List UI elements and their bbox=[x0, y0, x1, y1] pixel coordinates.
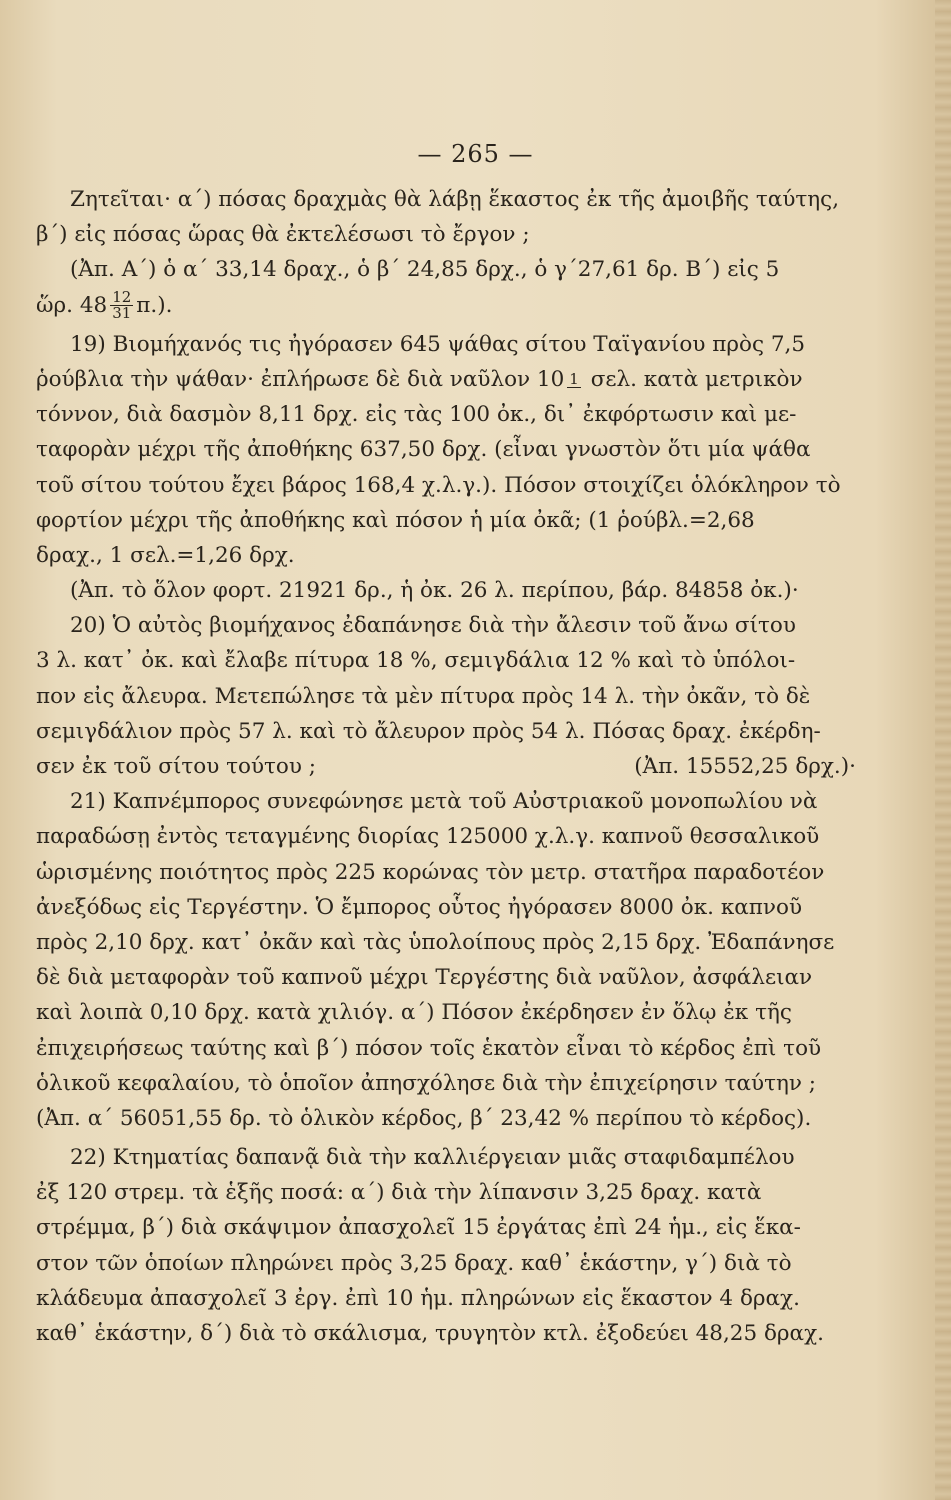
text-line: Ζητεῖται· α΄) πόσας δραχμὰς θὰ λάβῃ ἕκαστος ἐκ τῆς ἀμοιβῆς ταύτης, bbox=[70, 187, 840, 212]
text-line: σεμιγδάλιον πρὸς 57 λ. καὶ τὸ ἄλευρον πρὸς 54 λ. Πόσας δραχ. ἐκέρδη- bbox=[36, 718, 821, 744]
text-line: ἐπιχειρήσεως ταύτης καὶ β΄) πόσον τοῖς ἑκατὸν εἶναι τὸ κέρδος ἐπὶ τοῦ bbox=[36, 1035, 822, 1061]
answer-20-value: (Ἀπ. 15552,25 δρχ.)· bbox=[634, 754, 856, 779]
text-line: ὁλικοῦ κεφαλαίου, τὸ ὁποῖον ἀπησχόλησε διὰ τὴν ἐπιχείρησιν ταύτην ; bbox=[36, 1070, 817, 1096]
page-number: — 265 — bbox=[417, 140, 534, 168]
rouble-fraction bbox=[567, 369, 581, 388]
text-line: 3 λ. κατ᾽ ὀκ. καὶ ἔλαβε πίτυρα 18 %, σεμιγδάλια 12 % καὶ τὸ ὑπόλοι- bbox=[36, 648, 796, 674]
text-line: τοῦ σίτου τούτου ἔχει βάρος 168,4 χ.λ.γ.). Πόσον στοιχίζει ὁλόκληρον τὸ bbox=[36, 472, 841, 498]
page-binding-edge bbox=[935, 0, 951, 1500]
text-line: 20) Ὁ αὐτὸς βιομήχανος ἐδαπάνησε διὰ τὴν ἄλεσιν τοῦ ἄνω σίτου bbox=[70, 613, 796, 639]
hours-suffix: π.). bbox=[136, 292, 173, 318]
text-line: 22) Κτηματίας δαπανᾷ διὰ τὴν καλλιέργειαν μιᾶς σταφιδαμπέλου bbox=[70, 1145, 795, 1171]
text-line: στρέμμα, β΄) διὰ σκάψιμον ἀπασχολεῖ 15 ἐργάτας ἐπὶ 24 ἡμ., εἰς ἕκα- bbox=[36, 1215, 801, 1241]
text-line: (Ἀπ. Α΄) ὁ α΄ 33,14 δραχ., ὁ β΄ 24,85 δρχ., ὁ γ΄27,61 δρ. Β΄) εἰς 5 bbox=[70, 257, 780, 283]
text-line-rouble bbox=[36, 362, 856, 397]
text-line: ἐξ 120 στρεμ. τὰ ἑξῆς ποσά: α΄) διὰ τὴν λίπανσιν 3,25 δραχ. κατὰ bbox=[36, 1180, 762, 1206]
text-line: φορτίον μέχρι τῆς ἀποθήκης καὶ πόσον ἡ μία ὀκᾶ; (1 ῥούβλ.=2,68 bbox=[36, 507, 755, 533]
answer-20-question: σεν ἐκ τοῦ σίτου τούτου ; bbox=[36, 754, 317, 779]
text-line: πον εἰς ἄλευρα. Μετεπώλησε τὰ μὲν πίτυρα πρὸς 14 λ. τὴν ὀκᾶν, τὸ δὲ bbox=[36, 683, 811, 709]
text-line: (Ἀπ. α΄ 56051,55 δρ. τὸ ὁλικὸν κέρδος, β΄ 23,42 % περίπου τὸ κέρδος). bbox=[36, 1105, 812, 1131]
text-line: ταφορὰν μέχρι τῆς ἀποθήκης 637,50 δρχ. (εἶναι γνωστὸν ὅτι μία ψάθα bbox=[36, 437, 811, 463]
hours-fraction bbox=[110, 290, 133, 321]
rouble-prefix: ῥούβλια τὴν ψάθαν· ἐπλήρωσε δὲ διὰ ναῦλον 10 bbox=[36, 366, 565, 392]
rouble-fraction-numerator: 1 bbox=[569, 369, 579, 388]
text-line: δὲ διὰ μεταφορὰν τοῦ καπνοῦ μέχρι Τεργέστης διὰ ναῦλον, ἀσφάλειαν bbox=[36, 965, 813, 991]
text-line: καθ᾽ ἑκάστην, δ΄) διὰ τὸ σκάλισμα, τρυγητὸν κτλ. ἐξοδεύει 48,25 δραχ. bbox=[36, 1321, 824, 1346]
text-line: 21) Καπνέμπορος συνεφώνησε μετὰ τοῦ Αὐστριακοῦ μονοπωλίου νὰ bbox=[70, 789, 818, 815]
text-line: 19) Βιομήχανός τις ἠγόρασεν 645 ψάθας σίτου Ταϊγανίου πρὸς 7,5 bbox=[70, 331, 806, 357]
text-line: ὡρισμένης ποιότητος πρὸς 225 κορώνας τὸν μετρ. στατῆρα παραδοτέον bbox=[36, 859, 825, 885]
text-line: β΄) εἰς πόσας ὥρας θὰ ἐκτελέσωσι τὸ ἔργον ; bbox=[36, 222, 530, 248]
hours-prefix: ὥρ. 48 bbox=[36, 292, 108, 318]
text-line: στον τῶν ὁποίων πληρώνει πρὸς 3,25 δραχ. καθ᾽ ἑκάστην, γ΄) διὰ τὸ bbox=[36, 1250, 792, 1276]
text-line: (Ἀπ. τὸ ὅλον φορτ. 21921 δρ., ἡ ὀκ. 26 λ. περίπου, βάρ. 84858 ὀκ.)· bbox=[70, 578, 799, 604]
text-line: πρὸς 2,10 δρχ. κατ᾽ ὀκᾶν καὶ τὰς ὑπολοίπους πρὸς 2,15 δρχ. Ἐδαπάνησε bbox=[36, 929, 835, 955]
text-line-hours bbox=[36, 288, 856, 323]
page-text bbox=[36, 182, 856, 1351]
text-line: δραχ., 1 σελ.=1,26 δρχ. bbox=[36, 542, 295, 568]
hours-fraction-denominator: 31 bbox=[112, 304, 132, 323]
rouble-suffix: σελ. κατὰ μετρικὸν bbox=[590, 366, 803, 392]
text-line: ἀνεξόδως εἰς Τεργέστην. Ὁ ἔμπορος οὗτος ἠγόρασεν 8000 ὀκ. καπνοῦ bbox=[36, 894, 803, 920]
text-line: παραδώσῃ ἐντὸς τεταγμένης διορίας 125000 χ.λ.γ. καπνοῦ θεσσαλικοῦ bbox=[36, 824, 820, 850]
text-line: τόννον, διὰ δασμὸν 8,11 δρχ. εἰς τὰς 100 ὀκ., δι᾽ ἐκφόρτωσιν καὶ με- bbox=[36, 402, 797, 428]
text-line: κλάδευμα ἀπασχολεῖ 3 ἐργ. ἐπὶ 10 ἡμ. πληρώνων εἰς ἕκαστον 4 δραχ. bbox=[36, 1285, 800, 1311]
text-line: καὶ λοιπὰ 0,10 δρχ. κατὰ χιλιόγ. α΄) Πόσον ἐκέρδησεν ἐν ὅλῳ ἐκ τῆς bbox=[36, 1000, 792, 1026]
hours-fraction-numerator: 12 bbox=[112, 288, 132, 307]
text-line-answer-20 bbox=[36, 749, 856, 784]
